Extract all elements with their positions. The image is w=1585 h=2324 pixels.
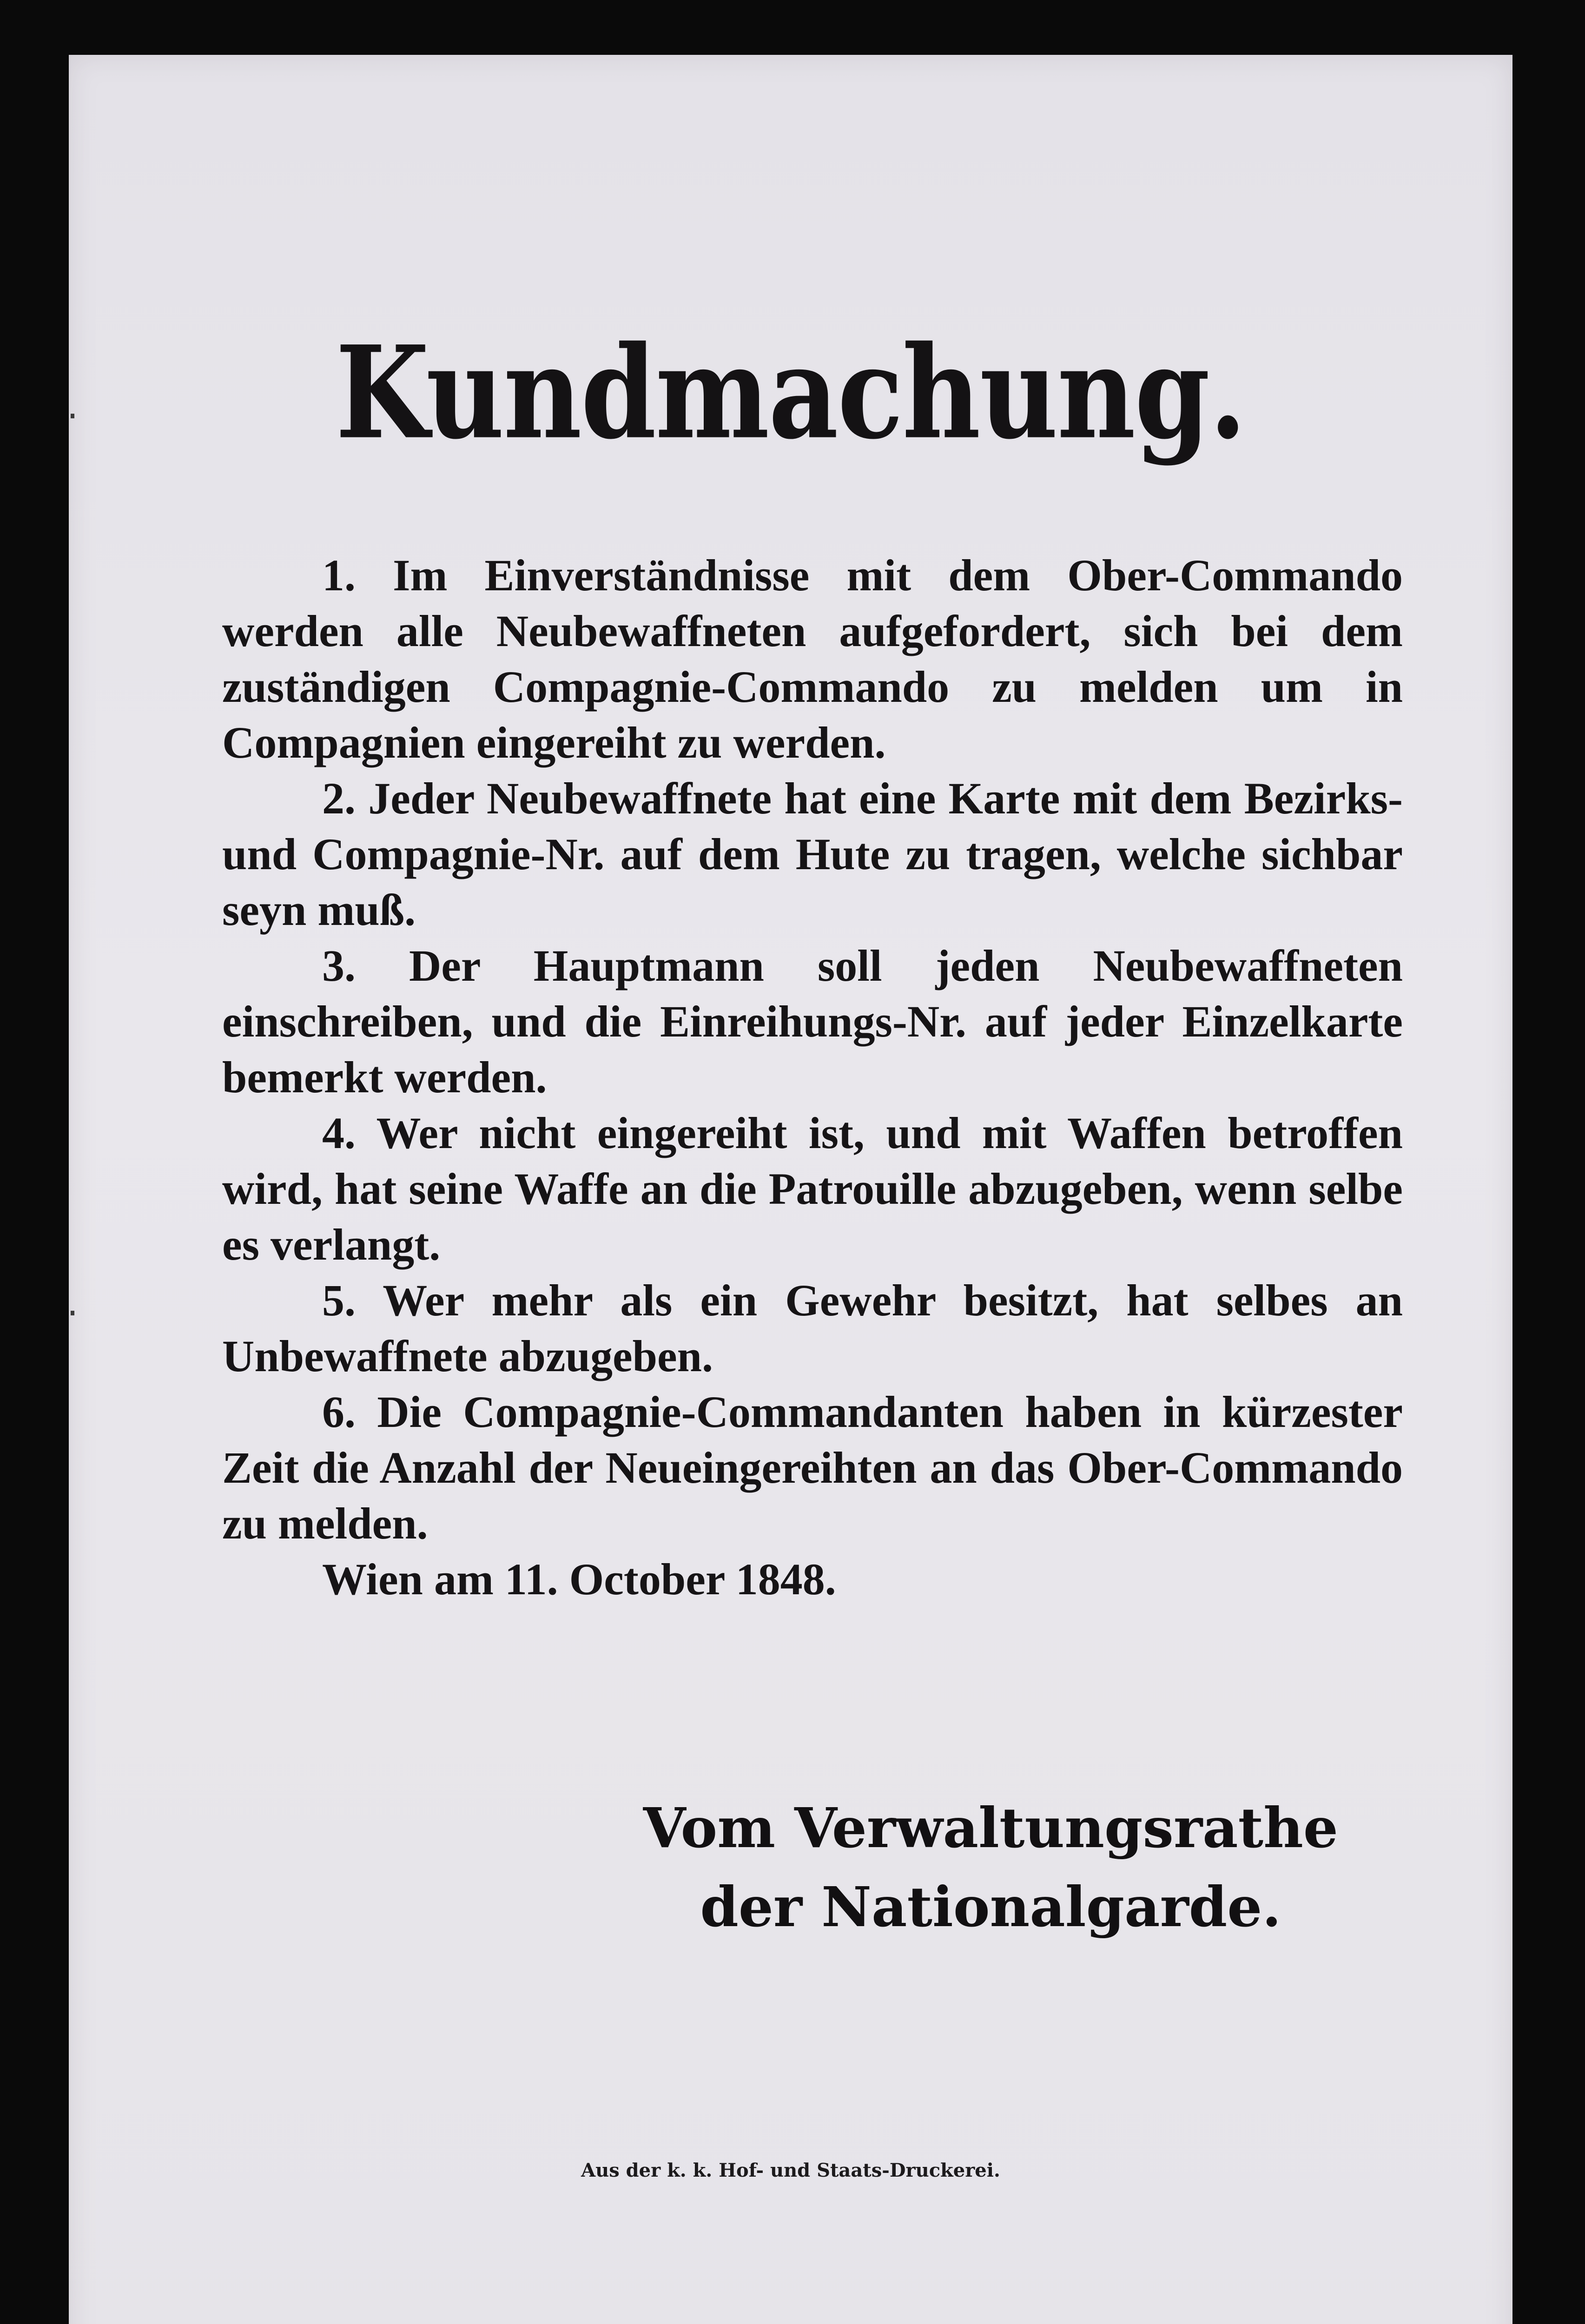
- announcement-body: [222, 548, 1403, 1607]
- date-line: Wien am 11. October 1848.: [322, 1554, 836, 1604]
- paragraph-3: 3. Der Hauptmann soll jeden Neubewaffneten einschreiben, und die Einreihungs-Nr. auf jeder Einzelkarte bemerkt werden.: [222, 941, 1403, 1102]
- poster-title: Kundmachung.: [335, 317, 1246, 468]
- signature-line-2: der Nationalgarde.: [700, 1875, 1281, 1939]
- binding-hole-mark: [71, 1311, 74, 1315]
- signature-block: [643, 1789, 1338, 1947]
- paragraph-1: 1. Im Einverständnisse mit dem Ober-Commando werden alle Neubewaffneten aufgefordert, sich bei dem zuständigen Compagnie-Commando zu melden um in Compagnien eingereiht zu werden.: [222, 550, 1403, 767]
- poster-sheet: [69, 55, 1512, 2324]
- paragraph-5: 5. Wer mehr als ein Gewehr besitzt, hat selbes an Unbewaffnete abzugeben.: [222, 1275, 1403, 1381]
- binding-hole-mark: [71, 414, 74, 418]
- paragraph-6: 6. Die Compagnie-Commandanten haben in kürzester Zeit die Anzahl der Neueingereihten an das Ober-Commando zu melden.: [222, 1387, 1403, 1548]
- paragraph-2: 2. Jeder Neubewaffnete hat eine Karte mit dem Bezirks- und Compagnie-Nr. auf dem Hute zu tragen, welche sichbar seyn muß.: [222, 773, 1403, 935]
- printer-imprint: Aus der k. k. Hof- und Staats-Druckerei.: [581, 2159, 1000, 2181]
- signature-line-1: Vom Verwaltungsrathe: [643, 1796, 1338, 1860]
- paragraph-4: 4. Wer nicht eingereiht ist, und mit Waffen betroffen wird, hat seine Waffe an die Patrouille abzugeben, wenn selbe es verlangt.: [222, 1108, 1403, 1269]
